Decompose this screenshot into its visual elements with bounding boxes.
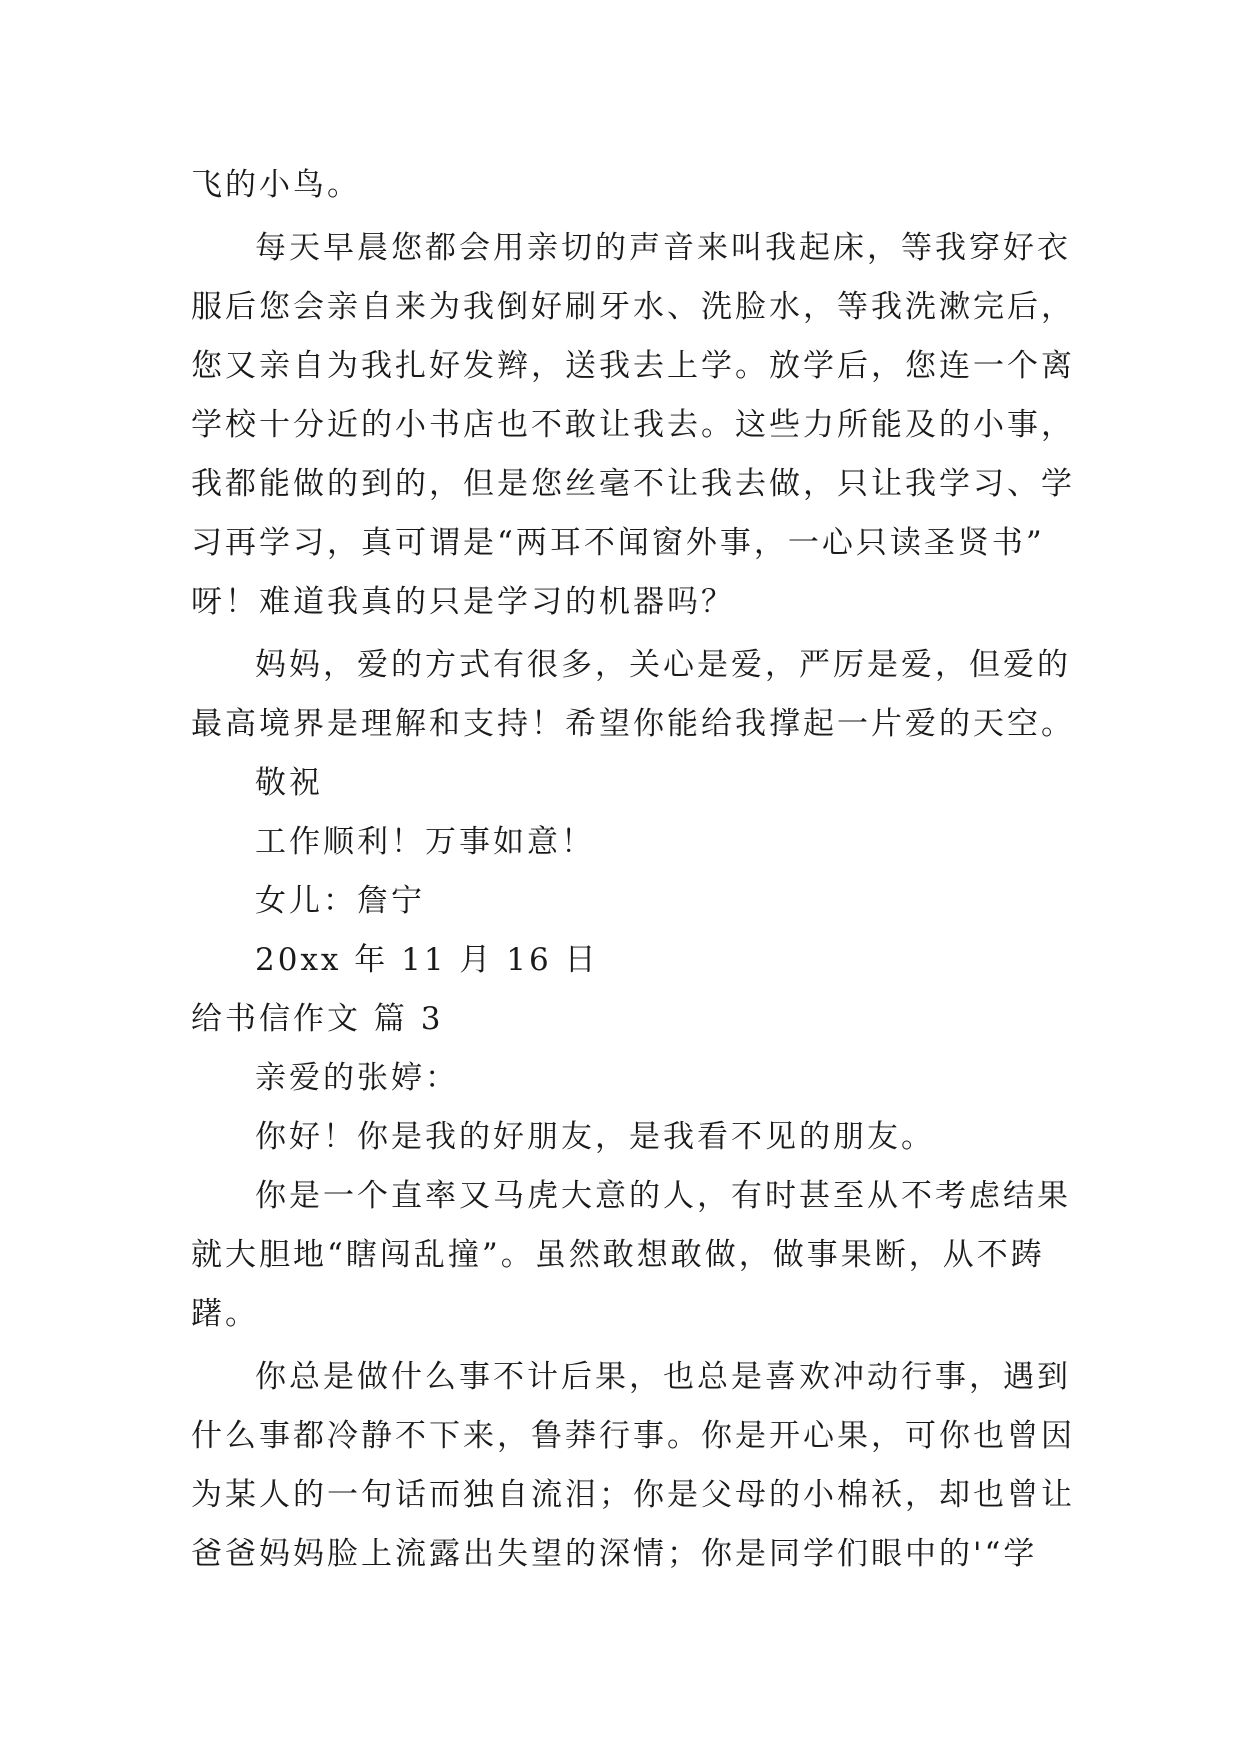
text-line: 您又亲自为我扎好发辫，送我去上学。放学后，您连一个离 xyxy=(191,348,1075,384)
text-line: 妈妈，爱的方式有很多，关心是爱，严厉是爱，但爱的 xyxy=(255,647,1071,683)
text-line: 我都能做的到的，但是您丝毫不让我去做，只让我学习、学 xyxy=(191,466,1075,502)
letter-date: 20xx 年 11 月 16 日 xyxy=(255,942,599,978)
text-line: 就大胆地“瞎闯乱撞”。虽然敢想敢做，做事果断，从不踌 xyxy=(191,1237,1045,1273)
closing-salutation: 敬祝 xyxy=(255,765,323,801)
text-line: 你是一个直率又马虎大意的人，有时甚至从不考虑结果 xyxy=(255,1178,1071,1214)
text-line: 最高境界是理解和支持！希望你能给我撑起一片爱的天空。 xyxy=(191,706,1075,742)
signature: 女儿：詹宁 xyxy=(255,883,425,919)
closing-wish: 工作顺利！万事如意！ xyxy=(255,824,595,860)
letter-greeting: 亲爱的张婷： xyxy=(255,1060,459,1096)
text-line: 飞的小鸟。 xyxy=(191,167,361,203)
text-line: 服后您会亲自来为我倒好刷牙水、洗脸水，等我洗漱完后， xyxy=(191,289,1075,325)
text-line: 学校十分近的小书店也不敢让我去。这些力所能及的小事， xyxy=(191,407,1075,443)
text-line: 你好！你是我的好朋友，是我看不见的朋友。 xyxy=(255,1119,935,1155)
text-line: 你总是做什么事不计后果，也总是喜欢冲动行事，遇到 xyxy=(255,1359,1071,1395)
document-body xyxy=(191,156,1075,1584)
text-line: 习再学习，真可谓是“两耳不闻窗外事，一心只读圣贤书” xyxy=(191,525,1045,561)
text-line: 呀！难道我真的只是学习的机器吗？ xyxy=(191,584,735,620)
text-line: 躇。 xyxy=(191,1296,259,1332)
text-line: 什么事都冷静不下来，鲁莽行事。你是开心果，可你也曾因 xyxy=(191,1418,1075,1454)
section-heading: 给书信作文 篇 3 xyxy=(191,1001,444,1037)
text-line: 爸爸妈妈脸上流露出失望的深情；你是同学们眼中的'“学 xyxy=(191,1536,1038,1572)
text-line: 为某人的一句话而独自流泪；你是父母的小棉袄，却也曾让 xyxy=(191,1477,1075,1513)
text-line: 每天早晨您都会用亲切的声音来叫我起床，等我穿好衣 xyxy=(255,230,1071,266)
